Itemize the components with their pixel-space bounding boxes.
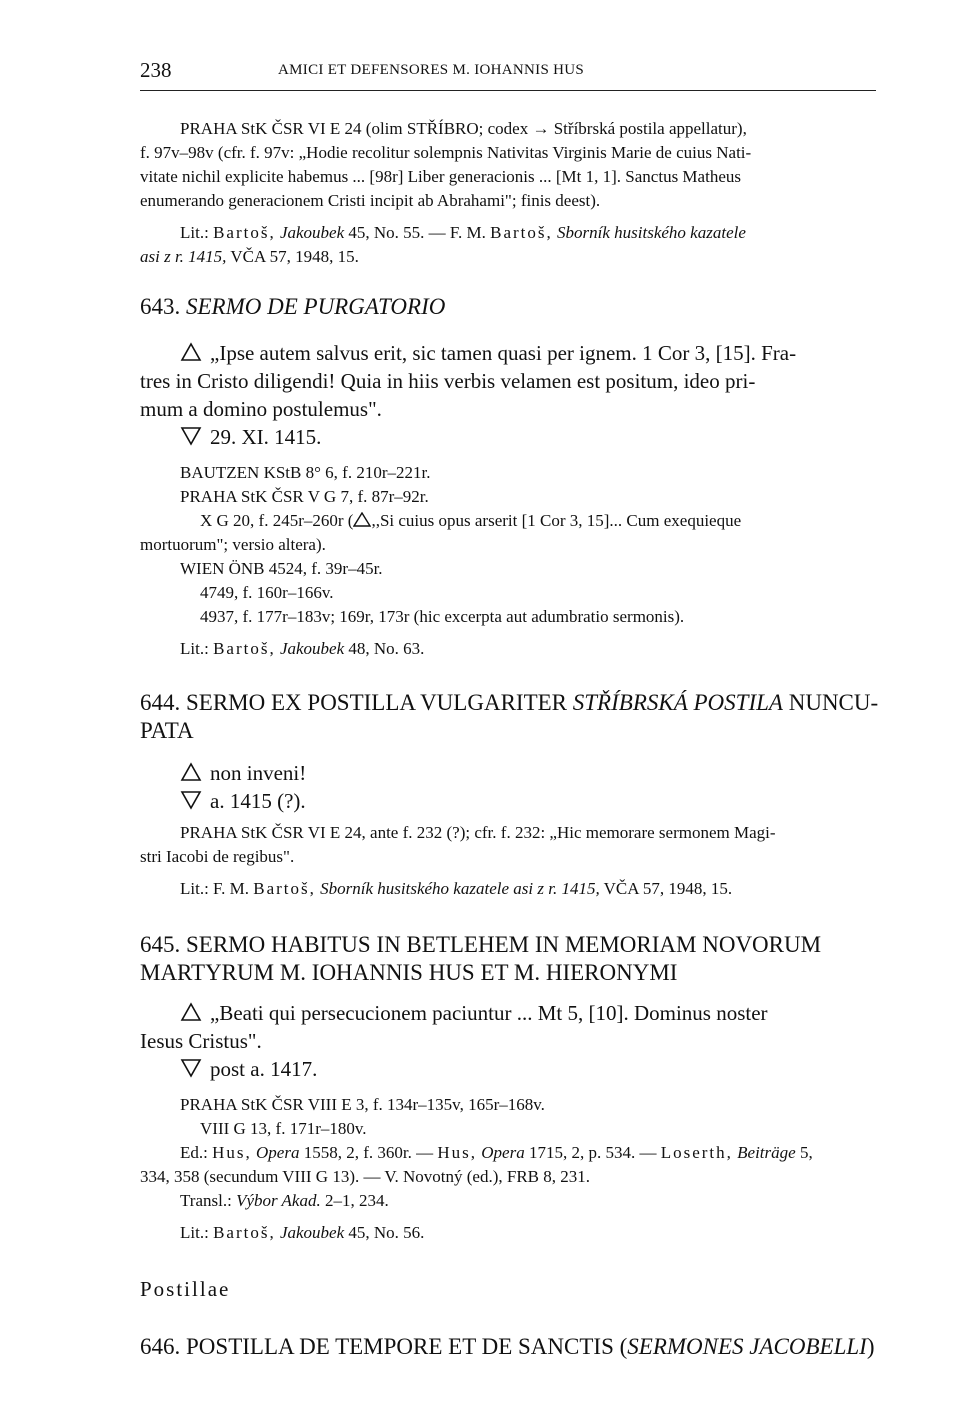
triangle-icon bbox=[353, 512, 371, 527]
intro-line-3: vitate nichil explicite habemus ... [98r] Liber generacionis ... [Mt 1, 1]. Sanctus Matheus bbox=[140, 167, 741, 186]
incipit-line-3: mum a domino postulemus". bbox=[140, 397, 382, 421]
incipit-line-2: tres in Cristo diligendi! Quia in hiis verbis velamen est positum, ideo pri- bbox=[140, 369, 756, 393]
ms-line: stri Iacobi de regibus". bbox=[140, 847, 295, 866]
entry-number: 644. bbox=[140, 690, 181, 715]
lit-label: Lit.: bbox=[180, 223, 209, 242]
lit-author: Bartoš, bbox=[213, 223, 276, 242]
lit-ref: VČA 57, 1948, 15. bbox=[230, 247, 359, 266]
incipit-line-1: „Beati qui persecucionem paciuntur ... Mt 5, [10]. Dominus noster bbox=[180, 998, 768, 1028]
incipit-line-1: „Ipse autem salvus erit, sic tamen quasi per ignem. 1 Cor 3, [15]. Fra- bbox=[180, 338, 796, 368]
lit-work: Jakoubek bbox=[279, 223, 345, 242]
ms-line: 4937, f. 177r–183v; 169r, 173r (hic excerpta aut adumbratio sermonis). bbox=[200, 607, 685, 626]
lit-line: Lit.: Bartoš, Jakoubek 45, No. 56. bbox=[180, 1223, 425, 1242]
entry-number: 646. bbox=[140, 1334, 181, 1359]
intro-line-1: PRAHA StK ČSR VI E 24 (olim STŘÍBRO; codex → Stříbrská postila appellatur), bbox=[180, 119, 747, 138]
ms-line: X G 20, f. 245r–260r ( ,,Si cuius opus arserit [1 Cor 3, 15]... Cum exequieque bbox=[200, 511, 742, 530]
lit-work: asi z r. 1415, bbox=[140, 247, 227, 266]
lit-line: Lit.: Bartoš, Jakoubek 48, No. 63. bbox=[180, 639, 425, 658]
ms-line: WIEN ÖNB 4524, f. 39r–45r. bbox=[180, 559, 383, 578]
entry-644-heading-line-2: PATA bbox=[140, 718, 194, 743]
entry-643-heading bbox=[140, 292, 445, 322]
entry-646-heading: 646. POSTILLA DE TEMPORE ET DE SANCTIS (SERMONES JACOBELLI) bbox=[140, 1334, 875, 1359]
lit-line: Lit.: F. M. Bartoš, Sborník husitského kazatele asi z r. 1415, VČA 57, 1948, 15. bbox=[180, 879, 733, 898]
date-line: post a. 1417. bbox=[180, 1054, 317, 1084]
edition-line-1: Ed.: Hus, Opera 1558, 2, f. 360r. — Hus, Opera 1715, 2, p. 534. — Loserth, Beiträge 5, bbox=[180, 1143, 813, 1162]
intro-lit-line-2 bbox=[140, 246, 359, 268]
running-title: AMICI ET DEFENSORES M. IOHANNIS HUS bbox=[278, 62, 585, 78]
incipit-triangle-icon bbox=[180, 338, 210, 368]
lit-author: Bartoš, bbox=[490, 223, 553, 242]
date-line: a. 1415 (?). bbox=[180, 786, 306, 816]
date-line: 29. XI. 1415. bbox=[180, 422, 321, 452]
entry-645-heading: 645. SERMO HABITUS IN BETLEHEM IN MEMORIAM NOVORUM bbox=[140, 932, 822, 957]
incipit-line: non inveni! bbox=[180, 758, 306, 788]
ms-line: 4749, f. 160r–166v. bbox=[200, 583, 334, 602]
explicit-triangle-icon bbox=[180, 1054, 210, 1084]
intro-line-4: enumerando generacionem Cristi incipit ab Abrahami"; finis deest). bbox=[140, 191, 601, 210]
ms-line: BAUTZEN KStB 8° 6, f. 210r–221r. bbox=[180, 463, 431, 482]
ms-line: PRAHA StK ČSR V G 7, f. 87r–92r. bbox=[180, 487, 429, 506]
entry-644-heading: 644. SERMO EX POSTILLA VULGARITER STŘÍBRSKÁ POSTILA NUNCU- bbox=[140, 690, 879, 715]
edition-line-2: 334, 358 (secundum VIII G 13). — V. Novotný (ed.), FRB 8, 231. bbox=[140, 1167, 591, 1186]
lit-ref: 45, No. 55. — F. M. bbox=[348, 223, 486, 242]
page-number: 238 bbox=[140, 58, 172, 82]
section-heading: Postillae bbox=[140, 1277, 231, 1301]
incipit-triangle-icon bbox=[180, 758, 210, 788]
ms-line: PRAHA StK ČSR VIII E 3, f. 134r–135v, 165r–168v. bbox=[180, 1095, 545, 1114]
incipit-line-2: Iesus Cristus". bbox=[140, 1029, 262, 1053]
intro-lit-line-1 bbox=[180, 222, 746, 244]
intro-line-2: f. 97v–98v (cfr. f. 97v: „Hodie recolitur solempnis Nativitas Virginis Marie de cuius Nati- bbox=[140, 143, 752, 162]
translation-line: Transl.: Výbor Akad. 2–1, 234. bbox=[180, 1191, 389, 1210]
entry-645-heading-line-2: MARTYRUM M. IOHANNIS HUS ET M. HIERONYMI bbox=[140, 960, 678, 985]
ms-line: VIII G 13, f. 171r–180v. bbox=[200, 1119, 367, 1138]
ms-line: mortuorum"; versio altera). bbox=[140, 535, 326, 554]
lit-work: Sborník husitského kazatele bbox=[557, 223, 746, 242]
explicit-triangle-icon bbox=[180, 422, 210, 452]
header-rule bbox=[140, 90, 876, 91]
entry-number: 643. bbox=[140, 294, 181, 319]
entry-number: 645. bbox=[140, 932, 181, 957]
explicit-triangle-icon bbox=[180, 786, 210, 816]
incipit-triangle-icon bbox=[180, 998, 210, 1028]
ms-line: PRAHA StK ČSR VI E 24, ante f. 232 (?); cfr. f. 232: „Hic memorare sermonem Magi- bbox=[180, 823, 776, 842]
entry-title: SERMO DE PURGATORIO bbox=[186, 294, 446, 319]
